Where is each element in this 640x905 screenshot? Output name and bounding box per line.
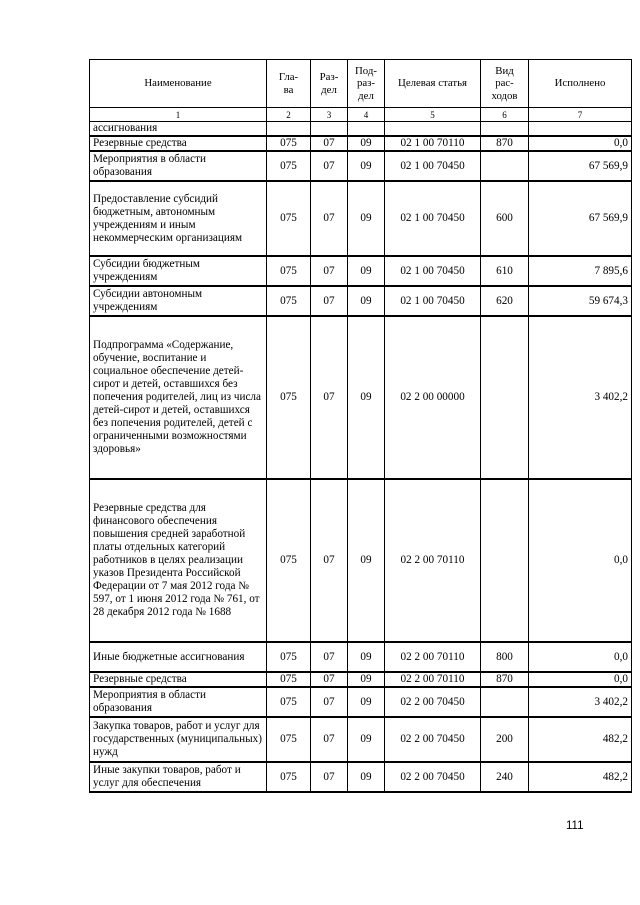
row-subsection: 09 (348, 316, 385, 479)
row-subsection: 09 (348, 479, 385, 642)
row-executed: 67 569,9 (529, 151, 632, 181)
row-executed: 482,2 (529, 762, 632, 792)
column-number: 7 (529, 108, 632, 122)
column-number-row (90, 108, 632, 122)
table-row (90, 479, 632, 642)
table-row (90, 286, 632, 316)
row-chapter: 075 (267, 717, 311, 762)
row-name: Субсидии автономным учреждениям (90, 286, 267, 316)
header-target: Целевая статья (385, 60, 481, 108)
row-section: 07 (311, 762, 348, 792)
row-type (481, 151, 529, 181)
row-type: 800 (481, 642, 529, 672)
row-executed: 7 895,6 (529, 256, 632, 286)
row-executed: 3 402,2 (529, 687, 632, 717)
header-row (90, 60, 632, 108)
row-target: 02 2 00 70110 (385, 672, 481, 687)
column-number: 1 (90, 108, 267, 122)
row-section: 07 (311, 672, 348, 687)
page-number: 111 (566, 820, 584, 832)
table-row (90, 122, 632, 137)
row-type: 610 (481, 256, 529, 286)
column-number: 5 (385, 108, 481, 122)
row-name: Мероприятия в области образования (90, 151, 267, 181)
row-section: 07 (311, 286, 348, 316)
row-chapter: 075 (267, 762, 311, 792)
row-chapter: 075 (267, 181, 311, 256)
row-target: 02 2 00 70450 (385, 687, 481, 717)
row-executed: 67 569,9 (529, 181, 632, 256)
table-row (90, 672, 632, 687)
header-section: Раз- дел (311, 60, 348, 108)
header-name: Наименование (90, 60, 267, 108)
row-chapter: 075 (267, 479, 311, 642)
row-type (481, 316, 529, 479)
row-subsection: 09 (348, 672, 385, 687)
row-type: 870 (481, 672, 529, 687)
row-executed: 0,0 (529, 672, 632, 687)
column-number: 4 (348, 108, 385, 122)
budget-table (89, 59, 632, 793)
row-executed (529, 122, 632, 137)
row-type: 620 (481, 286, 529, 316)
row-target: 02 2 00 70450 (385, 717, 481, 762)
row-subsection: 09 (348, 151, 385, 181)
row-chapter: 075 (267, 642, 311, 672)
row-target: 02 2 00 70110 (385, 479, 481, 642)
row-executed: 59 674,3 (529, 286, 632, 316)
row-type (481, 479, 529, 642)
row-executed: 482,2 (529, 717, 632, 762)
row-section: 07 (311, 151, 348, 181)
column-number: 2 (267, 108, 311, 122)
table-row (90, 316, 632, 479)
row-executed: 0,0 (529, 479, 632, 642)
row-section: 07 (311, 687, 348, 717)
row-section: 07 (311, 256, 348, 286)
table-row (90, 181, 632, 256)
row-target: 02 2 00 00000 (385, 316, 481, 479)
table-row (90, 256, 632, 286)
row-chapter: 075 (267, 256, 311, 286)
row-target: 02 2 00 70110 (385, 642, 481, 672)
row-executed: 0,0 (529, 642, 632, 672)
column-number: 6 (481, 108, 529, 122)
row-subsection: 09 (348, 687, 385, 717)
table-body (90, 122, 632, 793)
table-row (90, 717, 632, 762)
row-name: Иные закупки товаров, работ и услуг для обеспечения (90, 762, 267, 792)
row-section: 07 (311, 642, 348, 672)
row-name: Закупка товаров, работ и услуг для государственных (муниципальных) нужд (90, 717, 267, 762)
row-name: ассигнования (90, 122, 267, 137)
row-target: 02 2 00 70450 (385, 762, 481, 792)
table-row (90, 136, 632, 151)
row-section: 07 (311, 717, 348, 762)
row-type: 870 (481, 136, 529, 151)
row-target: 02 1 00 70110 (385, 136, 481, 151)
row-section: 07 (311, 136, 348, 151)
row-name: Субсидии бюджетным учреждениям (90, 256, 267, 286)
row-chapter: 075 (267, 687, 311, 717)
header-chapter: Гла- ва (267, 60, 311, 108)
row-subsection: 09 (348, 286, 385, 316)
table-row (90, 642, 632, 672)
row-name: Мероприятия в области образования (90, 687, 267, 717)
row-subsection (348, 122, 385, 137)
row-type (481, 687, 529, 717)
header-type: Вид рас- ходов (481, 60, 529, 108)
column-number: 3 (311, 108, 348, 122)
row-subsection: 09 (348, 642, 385, 672)
row-name: Подпрограмма «Содержание, обучение, воспитание и социальное обеспечение детей-сирот и детей, оставшихся без попечения родителей, лиц из числа детей-сирот и детей, оставшихся без попечения родителей, детей с ограниченными возможностями здоровья» (90, 316, 267, 479)
row-type (481, 122, 529, 137)
row-section: 07 (311, 479, 348, 642)
header-subsection: Под- раз- дел (348, 60, 385, 108)
table-row (90, 151, 632, 181)
row-type: 200 (481, 717, 529, 762)
row-subsection: 09 (348, 717, 385, 762)
table-row (90, 687, 632, 717)
row-name: Резервные средства (90, 672, 267, 687)
row-executed: 3 402,2 (529, 316, 632, 479)
row-subsection: 09 (348, 181, 385, 256)
row-subsection: 09 (348, 256, 385, 286)
row-subsection: 09 (348, 762, 385, 792)
header-executed: Исполнено (529, 60, 632, 108)
row-target (385, 122, 481, 137)
row-type: 240 (481, 762, 529, 792)
row-name: Резервные средства для финансового обеспечения повышения средней заработной платы отдельных категорий работников в целях реализации указов Президента Российской Федерации от 7 мая 2012 года № 597, от 1 июня 2012 года № 761, от 28 декабря 2012 года № 1688 (90, 479, 267, 642)
row-target: 02 1 00 70450 (385, 181, 481, 256)
row-name: Резервные средства (90, 136, 267, 151)
row-chapter: 075 (267, 151, 311, 181)
row-target: 02 1 00 70450 (385, 256, 481, 286)
row-chapter: 075 (267, 136, 311, 151)
row-executed: 0,0 (529, 136, 632, 151)
row-name: Иные бюджетные ассигнования (90, 642, 267, 672)
row-type: 600 (481, 181, 529, 256)
row-chapter: 075 (267, 286, 311, 316)
row-chapter: 075 (267, 672, 311, 687)
row-target: 02 1 00 70450 (385, 151, 481, 181)
table-row (90, 762, 632, 792)
row-subsection: 09 (348, 136, 385, 151)
row-section: 07 (311, 316, 348, 479)
row-chapter (267, 122, 311, 137)
row-name: Предоставление субсидий бюджетным, автономным учреждениям и иным некоммерческим организациям (90, 181, 267, 256)
row-chapter: 075 (267, 316, 311, 479)
row-section: 07 (311, 181, 348, 256)
row-target: 02 1 00 70450 (385, 286, 481, 316)
row-section (311, 122, 348, 137)
